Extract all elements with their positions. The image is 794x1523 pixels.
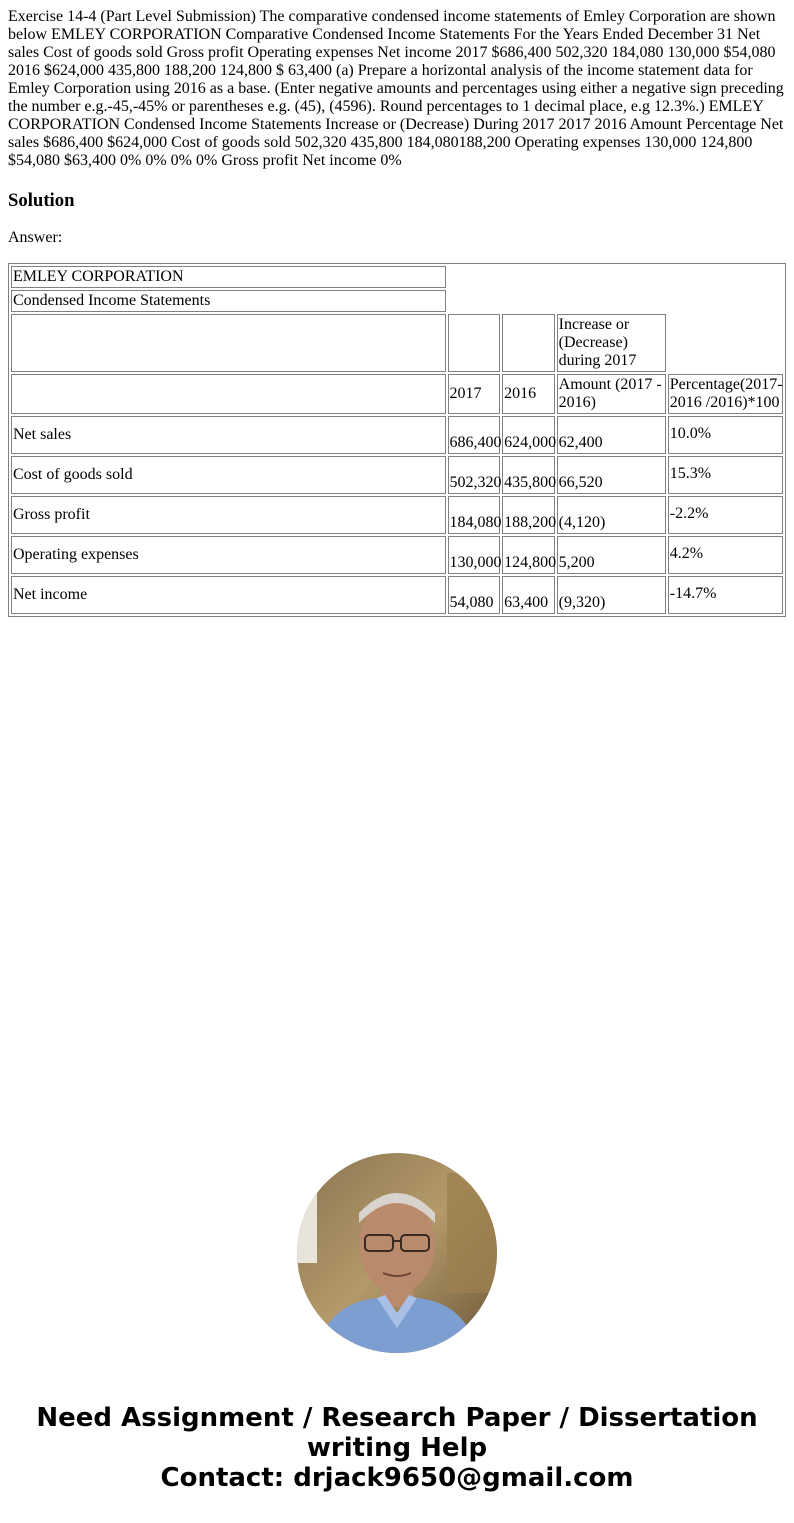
answer-label: Answer: — [8, 229, 63, 246]
table-row — [11, 536, 783, 574]
table-row-column-headers — [11, 374, 783, 414]
row-label: Net income — [11, 576, 446, 614]
value-2016: 435,800 — [502, 456, 555, 494]
table-row — [11, 416, 783, 454]
value-percentage: 15.3% — [668, 456, 783, 494]
table-row-statement — [11, 290, 783, 312]
column-header-2016: 2016 — [502, 374, 555, 414]
column-header-percentage: Percentage(2017-2016 /2016)*100 — [668, 374, 783, 414]
row-label: Cost of goods sold — [11, 456, 446, 494]
empty-cell — [502, 314, 555, 372]
promo-contact: Contact: drjack9650@gmail.com — [160, 1463, 634, 1493]
value-percentage: 4.2% — [668, 536, 783, 574]
empty-cell — [11, 314, 446, 372]
value-2017: 502,320 — [448, 456, 501, 494]
value-amount: (9,320) — [557, 576, 666, 614]
value-amount: 66,520 — [557, 456, 666, 494]
value-2017: 184,080 — [448, 496, 501, 534]
table-row-group-header — [11, 314, 783, 372]
row-label: Operating expenses — [11, 536, 446, 574]
value-2017: 54,080 — [448, 576, 501, 614]
table-row — [11, 576, 783, 614]
empty-cell — [448, 314, 501, 372]
increase-decrease-header: Increase or (Decrease) during 2017 — [557, 314, 666, 372]
value-percentage: 10.0% — [668, 416, 783, 454]
table-row — [11, 496, 783, 534]
table-row-company — [11, 266, 783, 288]
table-row — [11, 456, 783, 494]
answer-table — [8, 263, 786, 617]
value-2017: 130,000 — [448, 536, 501, 574]
value-2016: 624,000 — [502, 416, 555, 454]
main-content — [8, 8, 786, 617]
row-label: Gross profit — [11, 496, 446, 534]
company-name: EMLEY CORPORATION — [11, 266, 446, 288]
value-amount: 5,200 — [557, 536, 666, 574]
value-2016: 188,200 — [502, 496, 555, 534]
value-amount: (4,120) — [557, 496, 666, 534]
empty-cell — [11, 374, 446, 414]
column-header-amount: Amount (2017 - 2016) — [557, 374, 666, 414]
promo-line-2: writing Help — [306, 1433, 488, 1463]
promo-banner — [0, 1403, 794, 1493]
value-percentage: -2.2% — [668, 496, 783, 534]
question-text: Exercise 14-4 (Part Level Submission) The comparative condensed income statements of Emley Corporation are shown below EMLEY CORPORATION Comparative Condensed Income Statements For the Years Ended December 31 Net sales Cost of goods sold Gross profit Operating expenses Net income 2017 $686,400 502,320 184,080 130,000 $54,080 2016 $624,000 435,800 188,200 124,800 $ 63,400 (a) Prepare a horizontal analysis of the income statement data for Emley Corporation using 2016 as a base. (Enter negative amounts and percentages using either a negative sign preceding the number e.g.-45,-45% or parentheses e.g. (45), (4596). Round percentages to 1 decimal place, e.g 12.3%.) EMLEY CORPORATION Condensed Income Statements Increase or (Decrease) During 2017 2017 2016 Amount Percentage Net sales $686,400 $624,000 Cost of goods sold 502,320 435,800 184,080188,200 Operating expenses 130,000 124,800 $54,080 $63,400 0% 0% 0% 0% Gross profit Net income 0% — [8, 8, 784, 169]
column-header-2017: 2017 — [448, 374, 501, 414]
value-percentage: -14.7% — [668, 576, 783, 614]
row-label: Net sales — [11, 416, 446, 454]
value-amount: 62,400 — [557, 416, 666, 454]
author-avatar — [297, 1153, 497, 1353]
promo-line-1: Need Assignment / Research Paper / Dissertation — [36, 1403, 758, 1433]
solution-heading: Solution — [8, 190, 75, 211]
value-2016: 124,800 — [502, 536, 555, 574]
value-2017: 686,400 — [448, 416, 501, 454]
statement-title: Condensed Income Statements — [11, 290, 446, 312]
value-2016: 63,400 — [502, 576, 555, 614]
